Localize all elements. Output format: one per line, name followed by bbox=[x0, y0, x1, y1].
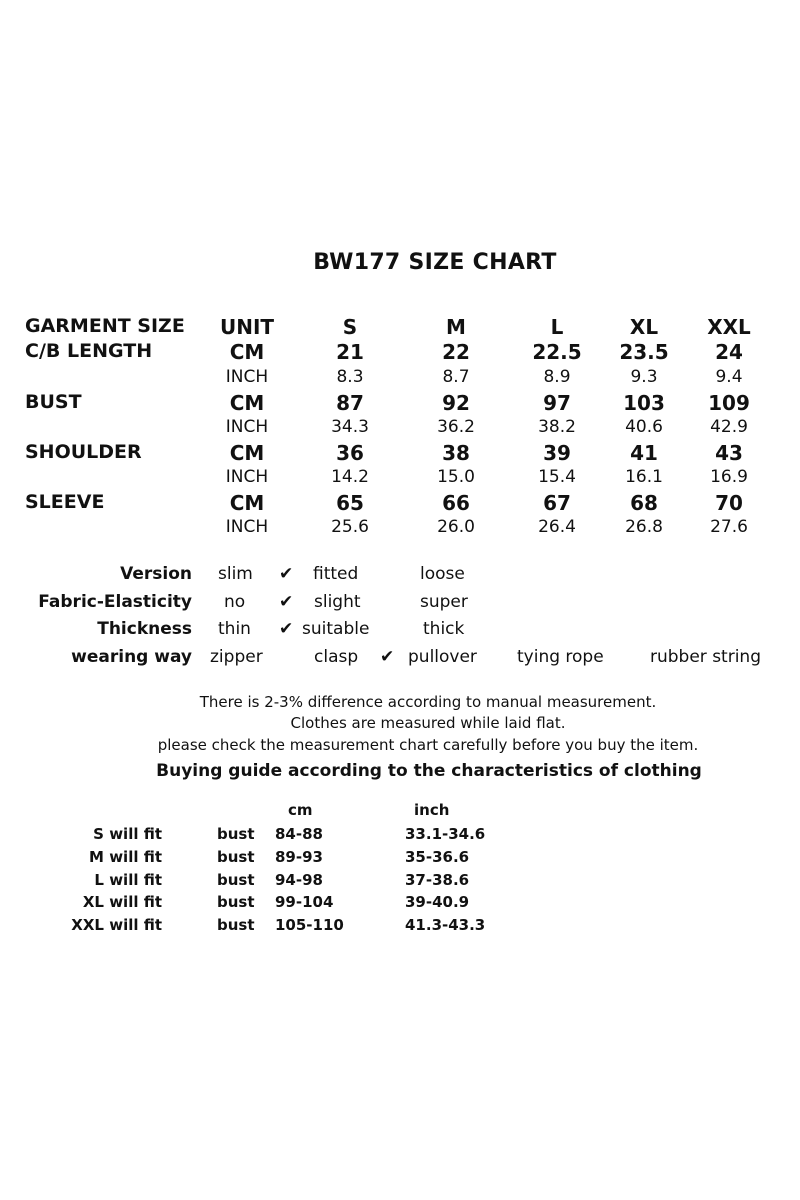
guide-fit-label: L will fit bbox=[94, 871, 162, 889]
value-cell: 26.4 bbox=[538, 517, 576, 537]
measurement-name: C/B LENGTH bbox=[25, 340, 153, 362]
unit-cm: CM bbox=[229, 340, 265, 364]
guide-part: bust bbox=[217, 825, 255, 843]
value-cell: 15.4 bbox=[538, 467, 576, 487]
guide-inch-range: 39-40.9 bbox=[405, 893, 470, 911]
elasticity-option-no: no bbox=[224, 592, 246, 612]
value-cell: 21 bbox=[336, 340, 364, 364]
value-cell: 8.7 bbox=[442, 367, 470, 387]
check-icon: ✔ bbox=[380, 647, 395, 667]
wearing-way-label: wearing way bbox=[71, 647, 192, 667]
guide-inch-range: 41.3-43.3 bbox=[405, 916, 486, 934]
value-cell: 9.4 bbox=[715, 367, 743, 387]
measurement-name: SLEEVE bbox=[25, 491, 105, 513]
value-cell: 40.6 bbox=[625, 417, 663, 437]
value-cell: 15.0 bbox=[437, 467, 475, 487]
value-cell: 65 bbox=[336, 491, 364, 515]
check-icon: ✔ bbox=[279, 564, 294, 584]
size-xxl-header: XXL bbox=[707, 315, 751, 339]
wearing-option-pullover: pullover bbox=[408, 647, 477, 667]
guide-fit-label: XL will fit bbox=[82, 893, 162, 911]
version-option-slim: slim bbox=[218, 564, 253, 584]
note-line: Clothes are measured while laid flat. bbox=[290, 714, 566, 732]
value-cell: 26.8 bbox=[625, 517, 663, 537]
version-option-loose: loose bbox=[420, 564, 465, 584]
value-cell: 26.0 bbox=[437, 517, 475, 537]
guide-part: bust bbox=[217, 893, 255, 911]
value-cell: 8.3 bbox=[336, 367, 364, 387]
value-cell: 70 bbox=[715, 491, 743, 515]
bust-inch-row bbox=[0, 417, 800, 443]
value-cell: 25.6 bbox=[331, 517, 369, 537]
unit-header: UNIT bbox=[219, 315, 275, 339]
size-xl-header: XL bbox=[629, 315, 659, 339]
cb-length-cm-row bbox=[0, 340, 800, 366]
unit-cm: CM bbox=[229, 441, 265, 465]
guide-cm-range: 94-98 bbox=[275, 871, 323, 889]
value-cell: 27.6 bbox=[710, 517, 748, 537]
version-option-fitted: fitted bbox=[313, 564, 359, 584]
check-icon: ✔ bbox=[279, 619, 294, 639]
value-cell: 22 bbox=[442, 340, 470, 364]
sleeve-inch-row bbox=[0, 517, 800, 543]
wearing-option-tying-rope: tying rope bbox=[517, 647, 604, 667]
value-cell: 42.9 bbox=[710, 417, 748, 437]
guide-fit-label: XXL will fit bbox=[71, 916, 162, 934]
unit-inch: INCH bbox=[225, 417, 269, 437]
size-l-header: L bbox=[550, 315, 564, 339]
value-cell: 24 bbox=[715, 340, 743, 364]
wearing-option-rubber-string: rubber string bbox=[650, 647, 761, 667]
value-cell: 66 bbox=[442, 491, 470, 515]
thickness-option-suitable: suitable bbox=[302, 619, 370, 639]
value-cell: 68 bbox=[630, 491, 658, 515]
guide-cm-range: 89-93 bbox=[275, 848, 323, 866]
value-cell: 23.5 bbox=[619, 340, 669, 364]
value-cell: 109 bbox=[708, 391, 750, 415]
guide-cm-range: 84-88 bbox=[275, 825, 323, 843]
unit-inch: INCH bbox=[225, 517, 269, 537]
guide-fit-label: M will fit bbox=[89, 848, 162, 866]
value-cell: 97 bbox=[543, 391, 571, 415]
thickness-option-thin: thin bbox=[218, 619, 251, 639]
value-cell: 38.2 bbox=[538, 417, 576, 437]
elasticity-label: Fabric-Elasticity bbox=[38, 592, 192, 612]
guide-cm-header: cm bbox=[288, 801, 313, 819]
value-cell: 87 bbox=[336, 391, 364, 415]
value-cell: 16.1 bbox=[625, 467, 663, 487]
value-cell: 34.3 bbox=[331, 417, 369, 437]
guide-part: bust bbox=[217, 916, 255, 934]
value-cell: 9.3 bbox=[630, 367, 658, 387]
size-header-row bbox=[0, 315, 800, 341]
value-cell: 36.2 bbox=[437, 417, 475, 437]
value-cell: 22.5 bbox=[532, 340, 582, 364]
unit-inch: INCH bbox=[225, 467, 269, 487]
size-m-header: M bbox=[446, 315, 466, 339]
value-cell: 92 bbox=[442, 391, 470, 415]
value-cell: 41 bbox=[630, 441, 658, 465]
shoulder-inch-row bbox=[0, 467, 800, 493]
guide-cm-range: 99-104 bbox=[275, 893, 334, 911]
measurement-name: BUST bbox=[25, 391, 82, 413]
guide-cm-range: 105-110 bbox=[275, 916, 344, 934]
value-cell: 14.2 bbox=[331, 467, 369, 487]
guide-inch-range: 35-36.6 bbox=[405, 848, 470, 866]
sleeve-cm-row bbox=[0, 491, 800, 517]
value-cell: 103 bbox=[623, 391, 665, 415]
check-icon: ✔ bbox=[279, 592, 294, 612]
note-line: There is 2-3% difference according to manual measurement. bbox=[199, 693, 657, 711]
value-cell: 8.9 bbox=[543, 367, 571, 387]
measurement-name: SHOULDER bbox=[25, 441, 142, 463]
unit-inch: INCH bbox=[225, 367, 269, 387]
guide-part: bust bbox=[217, 848, 255, 866]
value-cell: 16.9 bbox=[710, 467, 748, 487]
note-line: please check the measurement chart carefully before you buy the item. bbox=[157, 736, 699, 754]
guide-inch-header: inch bbox=[414, 801, 450, 819]
wearing-option-clasp: clasp bbox=[314, 647, 359, 667]
elasticity-option-slight: slight bbox=[314, 592, 361, 612]
thickness-option-thick: thick bbox=[423, 619, 465, 639]
buying-guide-title: Buying guide according to the characteristics of clothing bbox=[156, 761, 702, 781]
shoulder-cm-row bbox=[0, 441, 800, 467]
elasticity-option-super: super bbox=[420, 592, 468, 612]
guide-fit-label: S will fit bbox=[93, 825, 162, 843]
unit-cm: CM bbox=[229, 391, 265, 415]
wearing-option-zipper: zipper bbox=[210, 647, 263, 667]
value-cell: 38 bbox=[442, 441, 470, 465]
value-cell: 36 bbox=[336, 441, 364, 465]
cb-length-inch-row bbox=[0, 367, 800, 393]
guide-inch-range: 33.1-34.6 bbox=[405, 825, 486, 843]
guide-inch-range: 37-38.6 bbox=[405, 871, 470, 889]
value-cell: 43 bbox=[715, 441, 743, 465]
value-cell: 39 bbox=[543, 441, 571, 465]
bust-cm-row bbox=[0, 391, 800, 417]
version-label: Version bbox=[120, 564, 192, 584]
value-cell: 67 bbox=[543, 491, 571, 515]
page-title: BW177 SIZE CHART bbox=[313, 250, 557, 275]
garment-size-label: GARMENT SIZE bbox=[25, 315, 185, 337]
unit-cm: CM bbox=[229, 491, 265, 515]
size-s-header: S bbox=[342, 315, 358, 339]
guide-part: bust bbox=[217, 871, 255, 889]
thickness-label: Thickness bbox=[97, 619, 192, 639]
